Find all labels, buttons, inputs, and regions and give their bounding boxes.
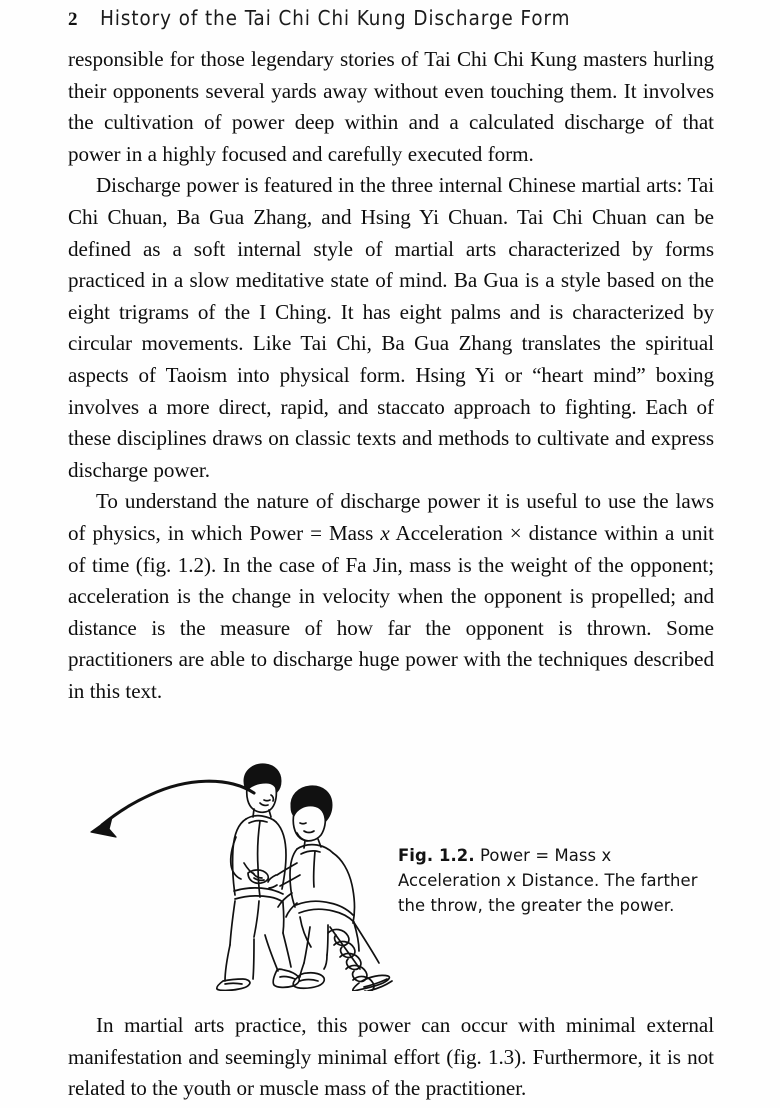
figure-1-2: [68, 755, 714, 995]
body-text-column: [68, 44, 714, 707]
paragraph-3-part-a: To understand the nature of discharge power it is useful to use the laws of physics, in which Power = Mass: [68, 489, 714, 545]
leaning-opponent: [268, 786, 392, 991]
standing-practitioner: [217, 764, 299, 991]
figure-caption-text: Power = Mass x Acceleration x Distance. The farther the throw, the greater the power.: [398, 846, 698, 915]
figure-illustration: [78, 755, 398, 991]
paragraph-3-part-b: Acceleration × distance within a unit of time (fig. 1.2). In the case of Fa Jin, mass is the weight of the opponent; acceleration is the change in velocity when the opponent is propelled; and distance is the measure of how far the opponent is thrown. Some practitioners are able to discharge huge power with the techniques described in this text.: [68, 520, 714, 703]
figure-label: Fig. 1.2.: [398, 846, 475, 865]
throw-direction-arrow: [91, 781, 254, 837]
figure-caption: [398, 843, 714, 918]
running-head-title: History of the Tai Chi Chi Kung Discharge Form: [99, 6, 571, 30]
bottom-text-block: [68, 1010, 714, 1105]
paragraph-1: responsible for those legendary stories of Tai Chi Chi Kung masters hurling their opponents several yards away without even touching them. It involves the cultivation of power deep within and a calculated discharge of that power in a highly focused and carefully executed form.: [68, 47, 714, 166]
multiplication-variable-x: x: [380, 520, 390, 545]
running-head: [68, 8, 713, 38]
paragraph-4: In martial arts practice, this power can occur with minimal external manifestation and seemingly minimal effort (fig. 1.3). Furthermore, it is not related to the youth or muscle mass of the practitioner.: [68, 1013, 714, 1101]
paragraph-2: Discharge power is featured in the three internal Chinese martial arts: Tai Chi Chuan, Ba Gua Zhang, and Hsing Yi Chuan. Tai Chi Chuan can be defined as a soft internal style of martial arts characterized by forms practiced in a slow meditative state of mind. Ba Gua is a style based on the eight trigrams of the I Ching. It has eight palms and is characterized by circular movements. Like Tai Chi, Ba Gua Zhang translates the spiritual aspects of Taoism into physical form. Hsing Yi or “heart mind” boxing involves a more direct, rapid, and staccato approach to fighting. Each of these disciplines draws on classic texts and methods to cultivate and express discharge power.: [68, 173, 714, 482]
paragraph-3: [68, 486, 714, 707]
page-number: 2: [68, 9, 78, 30]
